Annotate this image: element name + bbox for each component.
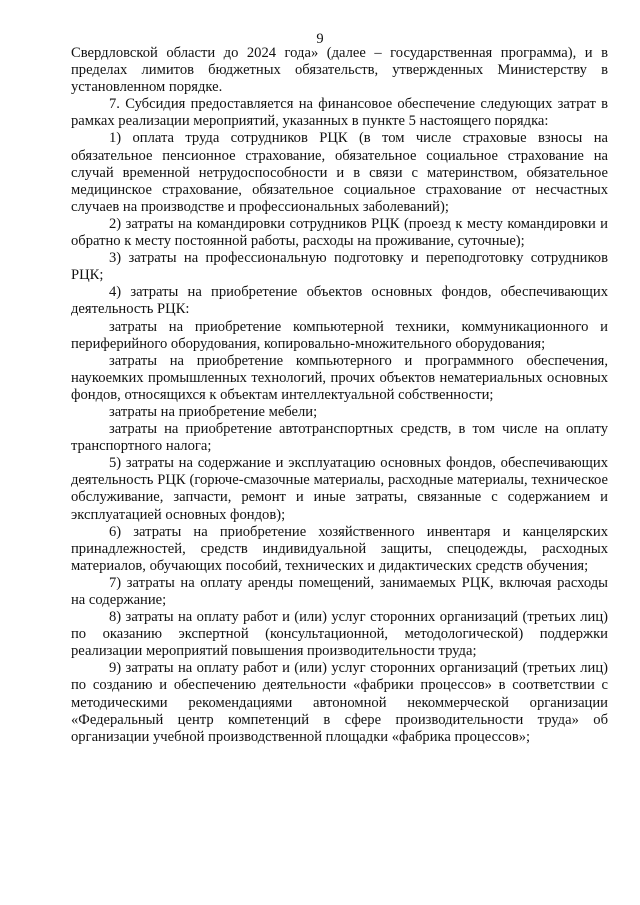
page-number: 9 (316, 31, 324, 47)
paragraph-item-7: 7. Субсидия предоставляется на финансовое обеспечение следующих затрат в рамках реализации мероприятий, указанных в пункте 5 настоящего порядка: (71, 96, 608, 130)
paragraph-subitem-5: 5) затраты на содержание и эксплуатацию основных фондов, обеспечивающих деятельность РЦК (горюче-смазочные материалы, расходные материалы, техническое обслуживание, запчасти, ремонт и иные затраты, связанные с содержанием и эксплуатацией основных фондов); (71, 455, 608, 523)
paragraph-subitem-7: 7) затраты на оплату аренды помещений, занимаемых РЦК, включая расходы на содержание; (71, 574, 608, 608)
paragraph-subitem-8: 8) затраты на оплату работ и (или) услуг сторонних организаций (третьих лиц) по оказанию экспертной (консультационной, методологической) поддержки реализации мероприятий повышения производительности труда; (71, 609, 608, 660)
document-body (71, 45, 608, 746)
paragraph-subitem-3: 3) затраты на профессиональную подготовку и переподготовку сотрудников РЦК; (71, 250, 608, 284)
paragraph-subitem-4-vehicles: затраты на приобретение автотранспортных средств, в том числе на оплату транспортного налога; (71, 421, 608, 455)
paragraph-subitem-4-software: затраты на приобретение компьютерного и программного обеспечения, наукоемких промышленных технологий, прочих объектов нематериальных основных фондов, относящихся к объектам интеллектуальной собственности; (71, 352, 608, 403)
paragraph-subitem-4-computers: затраты на приобретение компьютерной техники, коммуникационного и периферийного оборудования, копировально-множительного оборудования; (71, 318, 608, 352)
paragraph-subitem-9: 9) затраты на оплату работ и (или) услуг сторонних организаций (третьих лиц) по созданию и обеспечению деятельности «фабрики процессов» в соответствии с методическими рекомендациями автономной некоммерческой организации «Федеральный центр компетенций в сфере производительности труда» об организации учебной производственной площадки «фабрика процессов»; (71, 660, 608, 745)
paragraph-continuation: Свердловской области до 2024 года» (далее – государственная программа), и в пределах лимитов бюджетных обязательств, утвержденных Министерству в установленном порядке. (71, 45, 608, 96)
paragraph-subitem-2: 2) затраты на командировки сотрудников РЦК (проезд к месту командировки и обратно к месту постоянной работы, расходы на проживание, суточные); (71, 215, 608, 250)
paragraph-subitem-4-furniture: затраты на приобретение мебели; (109, 403, 318, 420)
paragraph-subitem-1: 1) оплата труда сотрудников РЦК (в том числе страховые взносы на обязательное пенсионное страхование, обязательное социальное страхование на случай временной нетрудоспособности и в связи с материнством, обязательное медицинское страхование, обязательное социальное страхование от несчастных случаев на производстве и профессиональных заболеваний); (71, 130, 608, 215)
paragraph-subitem-6: 6) затраты на приобретение хозяйственного инвентаря и канцелярских принадлежностей, средств индивидуальной защиты, спецодежды, расходных материалов, обучающих пособий, технических и дидактических средств обучения; (71, 523, 608, 574)
paragraph-subitem-4: 4) затраты на приобретение объектов основных фондов, обеспечивающих деятельность РЦК: (71, 284, 608, 318)
